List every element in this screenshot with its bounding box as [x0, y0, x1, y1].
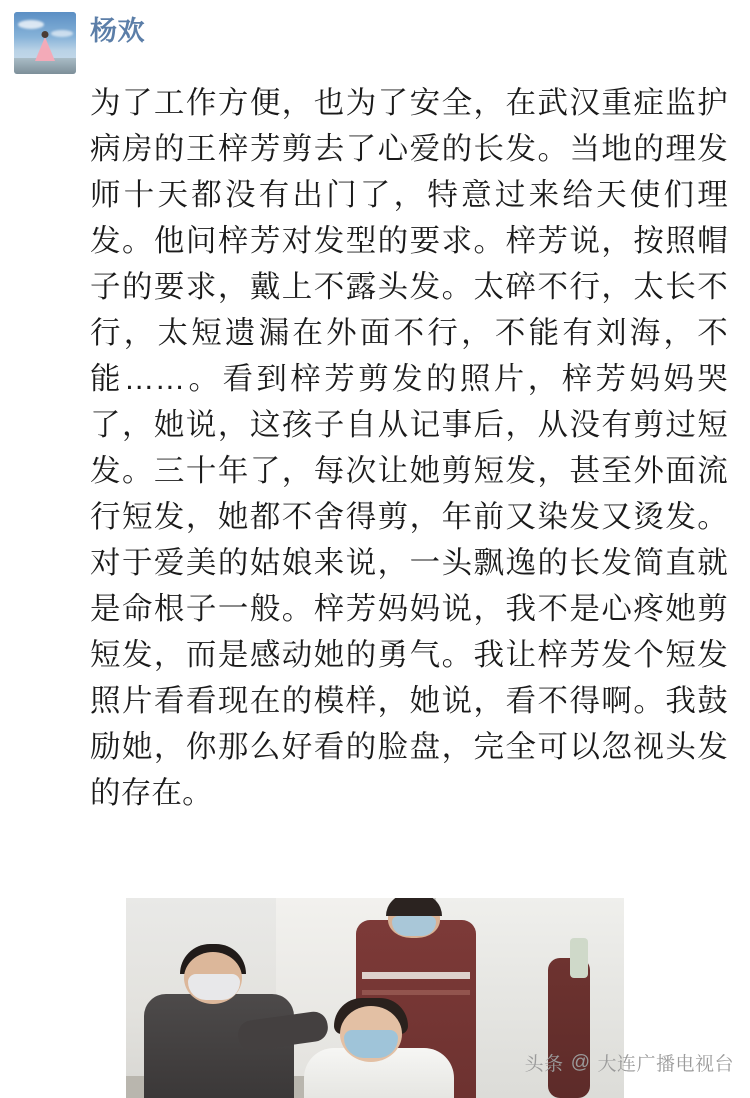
toutiao-logo-icon: 头条 — [524, 1054, 564, 1075]
author-name[interactable]: 杨欢 — [90, 16, 145, 46]
photo-bottle — [570, 938, 588, 978]
photo-barber-face-mask — [188, 974, 240, 1000]
photo-person-right-arm — [548, 958, 590, 1098]
post-header — [14, 12, 736, 74]
photo-client-face-mask — [344, 1030, 398, 1058]
avatar-cloud-icon — [18, 20, 44, 29]
avatar-person-head — [42, 31, 49, 38]
photo-person-maroon-hair — [386, 898, 442, 916]
avatar-person-dress — [35, 37, 55, 61]
watermark — [525, 1049, 734, 1076]
watermark-account-name: 大连广播电视台 — [597, 1054, 734, 1075]
photo-person-maroon-stripe-2 — [362, 990, 470, 995]
photo-person-maroon-stripe — [362, 972, 470, 979]
avatar[interactable] — [14, 12, 76, 74]
photo-person-maroon-face-mask — [392, 916, 436, 936]
post-body-text: 为了工作方便，也为了安全，在武汉重症监护病房的王梓芳剪去了心爱的长发。当地的理发师十天都没有出门了，特意过来给天使们理发。他问梓芳对发型的要求。梓芳说，按照帽子的要求，戴上不露头发。太碎不行，太长不行，太短遗漏在外面不行，不能有刘海，不能……。看到梓芳剪发的照片，梓芳妈妈哭了，她说，这孩子自从记事后，从没有剪过短发。三十年了，每次让她剪短发，甚至外面流行短发，她都不舍得剪，年前又染发又烫发。对于爱美的姑娘来说，一头飘逸的长发简直就是命根子一般。梓芳妈妈说，我不是心疼她剪短发，而是感动她的勇气。我让梓芳发个短发照片看看现在的模样，她说，看不得啊。我鼓励她，你那么好看的脸盘，完全可以忽视头发的存在。 — [90, 86, 728, 810]
avatar-cloud-icon — [51, 30, 73, 37]
at-symbol: @ — [570, 1051, 591, 1073]
